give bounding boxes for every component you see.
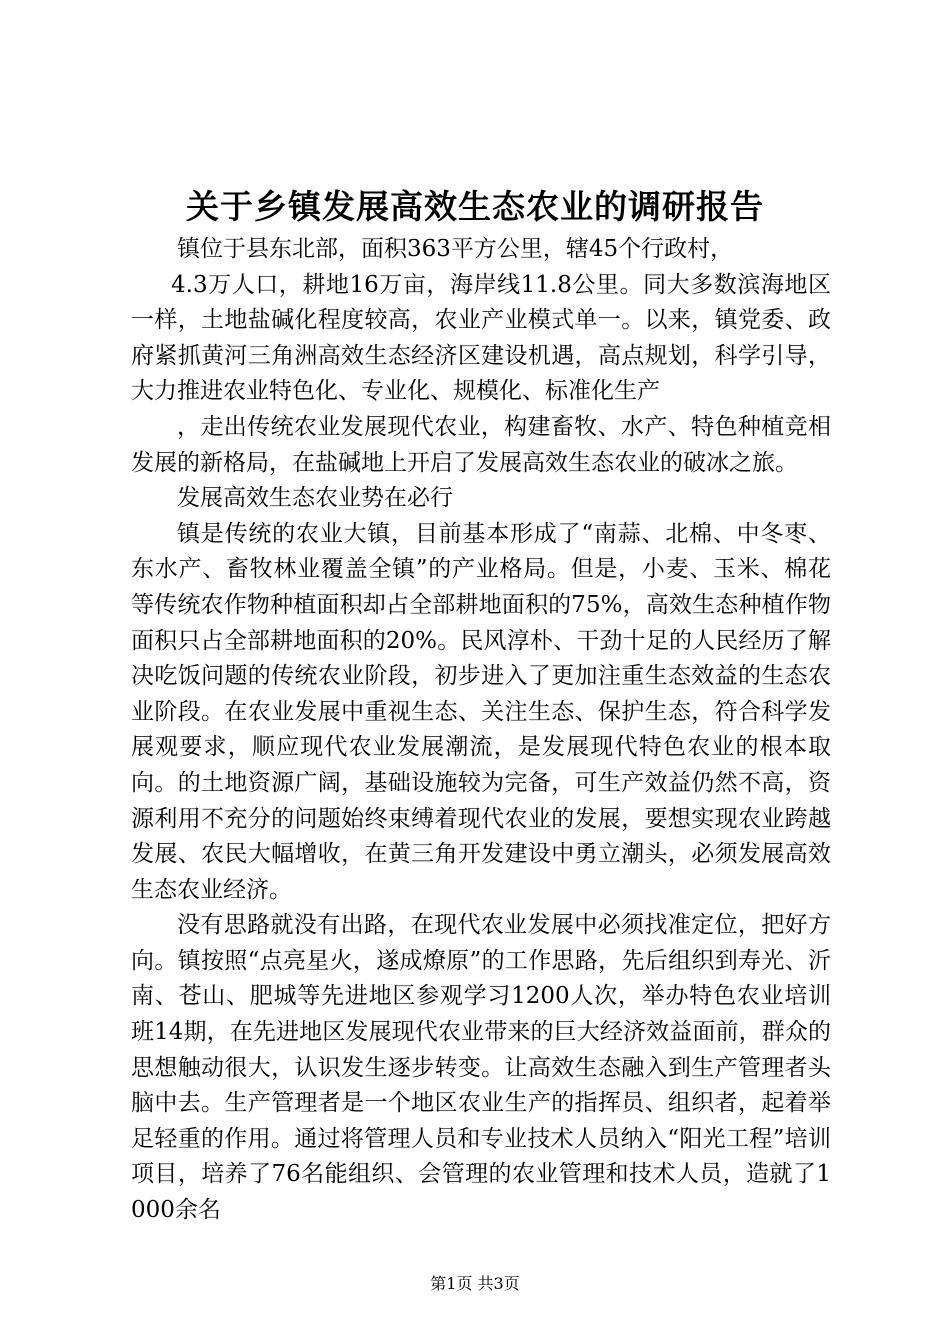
paragraph-4: 镇是传统的农业大镇，目前基本形成了“南蒜、北棉、中冬枣、东水产、畜牧林业覆盖全镇”的产业格局。但是，小麦、玉米、棉花等传统农作物种植面积却占全部耕地面积的75%，高效生态种植作物面积只占全部耕地面积的20%。民风淳朴、干劲十足的人民经历了解决吃饭问题的传统农业阶段，初步进入了更加注重生态效益的生态农业阶段。在农业发展中重视生态、关注生态、保护生态，符合科学发展观要求，顺应现代农业发展潮流，是发展现代特色农业的根本取向。的土地资源广阔，基础设施较为完备，可生产效益仍然不高，资源利用不充分的问题始终束缚着现代农业的发展，要想实现农业跨越发展、农民大幅增收，在黄三角开发建设中勇立潮头，必须发展高效生态农业经济。 xyxy=(131,520,831,903)
section-heading: 发展高效生态农业势在必行 xyxy=(177,485,453,512)
page-footer: 第1页 共3页 xyxy=(430,1274,520,1293)
paragraph-2: 4.3万人口，耕地16万亩，海岸线11.8公里。同大多数滨海地区一样，土地盐碱化程度较高，农业产业模式单一。以来，镇党委、政府紧抓黄河三角洲高效生态经济区建设机遇，高点规划，科学引导，大力推进农业特色化、专业化、规模化、标准化生产 xyxy=(131,271,831,405)
document-body xyxy=(131,232,831,1229)
paragraph-5: 没有思路就没有出路，在现代农业发展中必须找准定位，把好方向。镇按照“点亮星火，遂成燎原”的工作思路，先后组织到寿光、沂南、苍山、肥城等先进地区参观学习1200人次，举办特色农业培训班14期，在先进地区发展现代农业带来的巨大经济效益面前，群众的思想触动很大，认识发生逐步转变。让高效生态融入到生产管理者头脑中去。生产管理者是一个地区农业生产的指挥员、组织者，起着举足轻重的作用。通过将管理人员和专业技术人员纳入“阳光工程”培训项目，培养了76名能组织、会管理的农业管理和技术人员，造就了1000余名 xyxy=(131,912,831,1224)
paragraph-1: 镇位于县东北部，面积363平方公里，辖45个行政村， xyxy=(177,236,734,262)
paragraph-3: ，走出传统农业发展现代农业，构建畜牧、水产、特色种植竞相发展的新格局，在盐碱地上开启了发展高效生态农业的破冰之旅。 xyxy=(131,413,831,476)
document-title: 关于乡镇发展高效生态农业的调研报告 xyxy=(186,187,764,226)
